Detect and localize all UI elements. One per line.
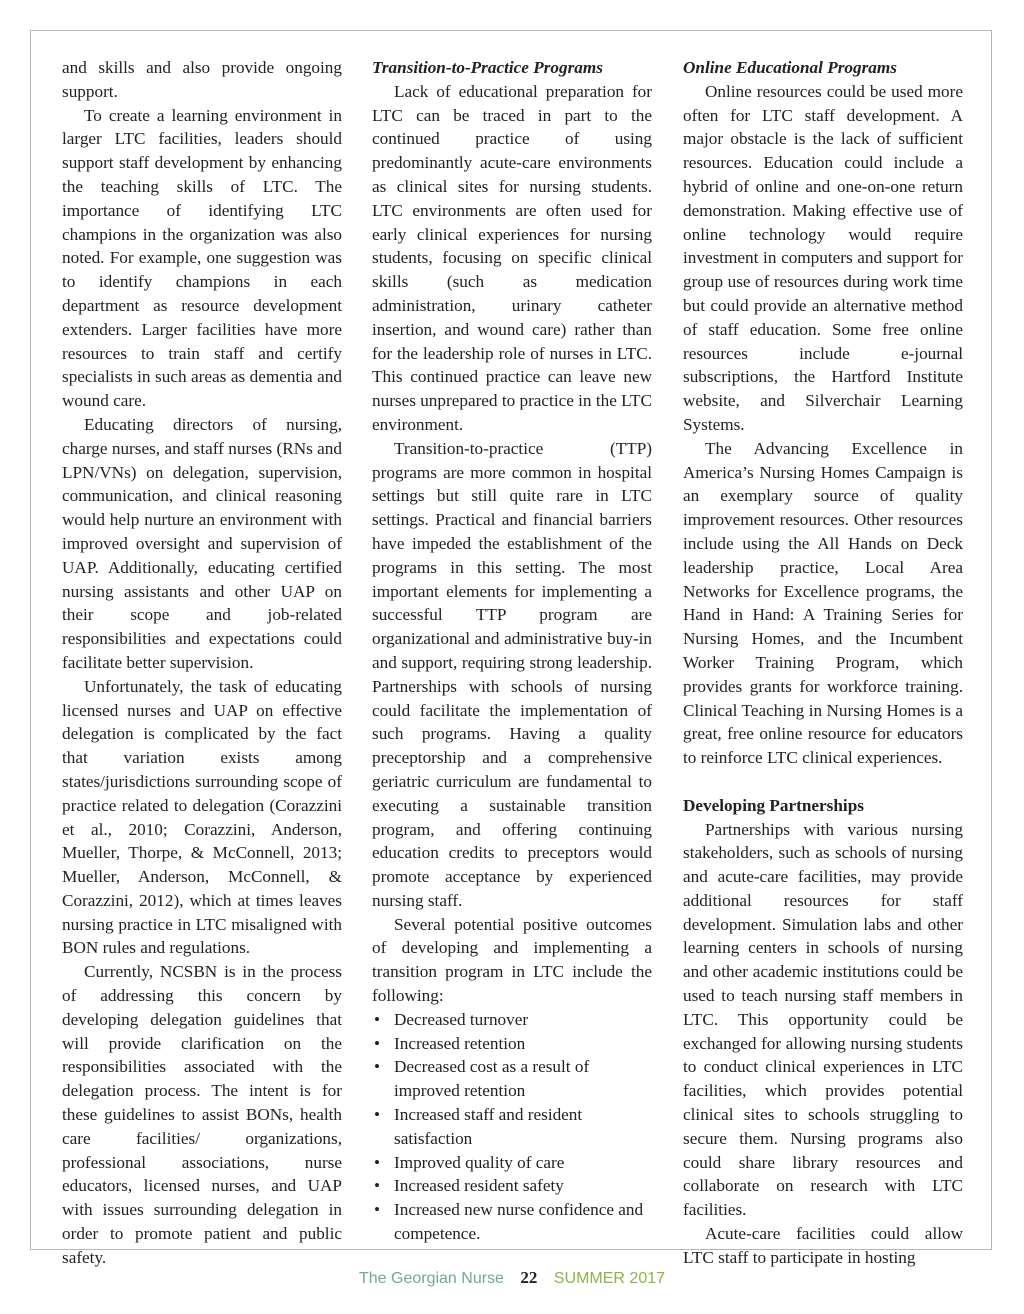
paragraph: Educating directors of nursing, charge nurses, and staff nurses (RNs and LPN/VNs) on delegation, supervision, communication, and clinical reasoning would help nurture an environment with improved oversight and supervision of UAP. Additionally, educating certified nursing assistants and other UAP on their scope and job-related responsibilities and expectations could facilitate better supervision. bbox=[62, 414, 342, 672]
paragraph: Currently, NCSBN is in the process of addressing this concern by developing delegation guidelines that will provide clarification on the responsibilities associated with the delegation process. The intent is for these guidelines to assist BONs, health care facilities/ organizations, professional associations, nurse educators, licensed nurses, and UAP with issues surrounding delegation in order to promote patient and public safety. bbox=[62, 962, 342, 1267]
page-number: 22 bbox=[520, 1268, 538, 1287]
publication-name: The Georgian Nurse bbox=[358, 1270, 504, 1287]
paragraph: Transition-to-practice (TTP) programs are more common in hospital settings but still quite rare in LTC settings. Practical and financial barriers have impeded the establishment of the programs in this setting. The most important elements for implementing a successful TTP program are organizational and administrative buy-in and support, requiring strong leadership. Partnerships with schools of nursing could facilitate the implementation of such programs. Having a quality preceptorship and a comprehensive geriatric curriculum are fundamental to executing a sustainable transition program, and offering continuing education credits to preceptors would promote acceptance by experienced nursing staff. bbox=[372, 438, 652, 910]
paragraph: Unfortunately, the task of educating licensed nurses and UAP on effective delegation is complicated by the fact that variation exists among states/jurisdictions surrounding scope of practice related to delegation (Corazzini et al., 2010; Corazzini, Anderson, Mueller, Thorpe, & McConnell, 2013; Mueller, Anderson, McConnell, & Corazzini, 2012), which at times leaves nursing practice in LTC misaligned with BON rules and regulations. bbox=[62, 676, 342, 958]
list-item: • Increased resident safety bbox=[372, 1174, 652, 1198]
list-item: • Increased retention bbox=[372, 1032, 652, 1056]
paragraph: Several potential positive outcomes of developing and implementing a transition program in LTC include the following: bbox=[372, 914, 652, 1006]
list-item: • Increased new nurse confidence and competence. bbox=[372, 1198, 652, 1246]
paragraph: The Advancing Excellence in America’s Nursing Homes Campaign is an exemplary source of quality improvement resources. Other resources include using the All Hands on Deck leadership practice, Local Area Networks for Excellence programs, the Hand in Hand: A Training Series for Nursing Homes, and the Incumbent Worker Training Program, which provides grants for workforce training. Clinical Teaching in Nursing Homes is a great, free online resource for educators to reinforce LTC clinical experiences. bbox=[683, 438, 963, 768]
column-1 bbox=[62, 56, 342, 1270]
list-item: • Decreased turnover bbox=[372, 1008, 652, 1032]
column-3 bbox=[683, 56, 963, 1270]
section-heading-developing-partnerships: Developing Partnerships bbox=[683, 795, 864, 815]
paragraph: Online resources could be used more often for LTC staff development. A major obstacle is the lack of sufficient resources. Education could include a hybrid of online and one-on-one return demonstration. Making effective use of online technology would require investment in computers and support for group use of resources during work time but could provide an alternative method of staff education. Some free online resources include e-journal subscriptions, the Hartford Institute website, and Silverchair Learning Systems. bbox=[683, 81, 963, 434]
paragraph: Partnerships with various nursing stakeholders, such as schools of nursing and acute-care facilities, may provide additional resources for staff development. Simulation labs and other learning centers in schools of nursing and other academic institutions could be used to teach nursing staff members in LTC. This opportunity could be exchanged for allowing nursing students to conduct clinical experiences in LTC facilities, which provides potential clinical sites to schools struggling to secure them. Nursing programs also could share library resources and collaborate on research with LTC facilities. bbox=[683, 819, 963, 1220]
list-item: • Improved quality of care bbox=[372, 1151, 652, 1175]
outcomes-list bbox=[372, 1008, 652, 1246]
section-heading-transition-to-practice: Transition-to-Practice Programs bbox=[372, 58, 603, 77]
paragraph: To create a learning environment in larger LTC facilities, leaders should support staff development by enhancing the teaching skills of LTC. The importance of identifying LTC champions in the organization was also noted. For example, one suggestion was to identify champions in each department as resource development extenders. Larger facilities have more resources to train staff and certify specialists in such areas as dementia and wound care. bbox=[62, 105, 342, 411]
paragraph: Lack of educational preparation for LTC can be traced in part to the continued practice of using predominantly acute-care environments as clinical sites for nursing students. LTC environments are often used for early clinical experiences for nursing students, focusing on specific clinical skills (such as medication administration, urinary catheter insertion, and wound care) rather than for the leadership role of nurses in LTC. This continued practice can leave new nurses unprepared to practice in the LTC environment. bbox=[372, 81, 653, 434]
paragraph: and skills and also provide ongoing support. bbox=[62, 58, 342, 101]
paragraph: Acute-care facilities could allow LTC staff to participate in hosting bbox=[683, 1224, 963, 1267]
section-heading-online-educational-programs: Online Educational Programs bbox=[683, 58, 897, 77]
list-item: • Decreased cost as a result of improved retention bbox=[372, 1055, 652, 1103]
issue-label: SUMMER 2017 bbox=[553, 1270, 666, 1287]
page-footer bbox=[0, 1268, 1024, 1288]
column-2 bbox=[372, 56, 652, 1246]
list-item: • Increased staff and resident satisfaction bbox=[372, 1103, 652, 1151]
